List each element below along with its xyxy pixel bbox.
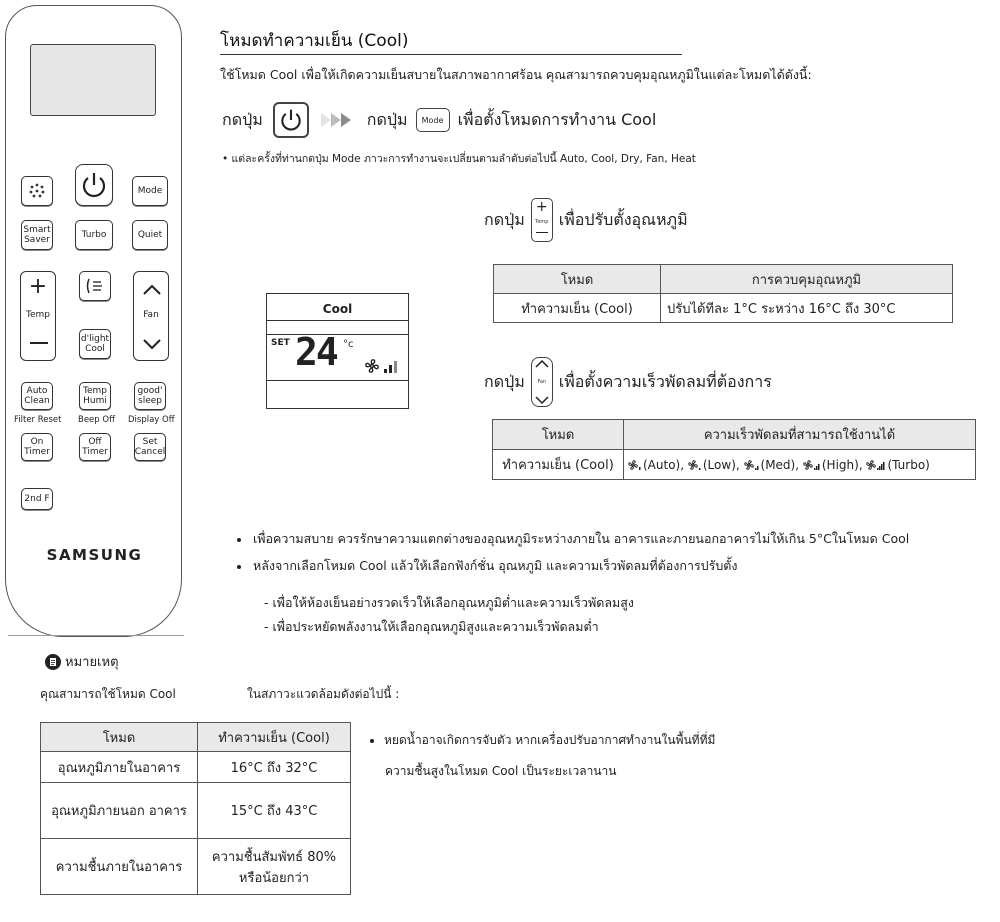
- fan-button[interactable]: [133, 271, 169, 361]
- smart-saver-button[interactable]: Smart Saver: [21, 220, 53, 250]
- condensation-line: ความชื้นสูงในโหมด Cool เป็นระยะเวลานาน: [385, 764, 617, 778]
- power-icon: [80, 170, 108, 200]
- set-cancel-button[interactable]: Set Cancel: [134, 433, 166, 461]
- temp-table-mode-cell: ทำความเย็น (Cool): [494, 294, 661, 323]
- chevron-up-icon: [142, 284, 162, 296]
- minus-icon: [30, 342, 48, 344]
- fan-table: [492, 419, 976, 480]
- note-icon: [45, 654, 61, 670]
- env-cell: ความชื้นภายในอาคาร: [41, 839, 198, 895]
- bullet-icon: [237, 538, 241, 542]
- press-label-2: กดปุ่ม: [366, 109, 408, 129]
- plus-icon: +: [535, 199, 548, 215]
- remote-display: [30, 44, 156, 116]
- tip-item: [237, 529, 909, 549]
- temp-table-header-mode: โหมด: [494, 265, 661, 294]
- fan-speed-med: (Med),: [760, 457, 800, 472]
- environment-table: [40, 722, 351, 895]
- filter-reset-label: Filter Reset: [14, 415, 62, 425]
- temp-table-control-cell: ปรับได้ทีละ 1°C ระหว่าง 16°C ถึง 30°C: [661, 294, 953, 323]
- tip-item: [237, 556, 738, 576]
- lcd-divider-mid: [267, 334, 408, 335]
- lcd-divider-bottom: [267, 380, 408, 381]
- fan-table-header-mode: โหมด: [493, 420, 624, 450]
- mode-key: Mode: [416, 108, 450, 132]
- swing-button[interactable]: [79, 271, 111, 301]
- turbo-button[interactable]: Turbo: [75, 220, 113, 250]
- step-set-temp: [484, 195, 688, 245]
- fan-speed-low: (Low),: [702, 457, 740, 472]
- temp-table: [493, 264, 953, 323]
- fan-turbo-icon: [866, 459, 886, 471]
- on-timer-button[interactable]: On Timer: [21, 433, 53, 461]
- env-cell: อุณหภูมิภายนอก อาคาร: [41, 783, 198, 839]
- press-label: กดปุ่ม: [222, 109, 263, 129]
- fan-speed-auto: (Auto),: [643, 457, 685, 472]
- chevron-down-icon: [535, 396, 549, 404]
- step-set-fan: [484, 357, 772, 407]
- display-off-label: Display Off: [128, 415, 175, 425]
- beep-off-label: Beep Off: [78, 415, 115, 425]
- title-divider: [220, 54, 682, 55]
- fan-table-header-speeds: ความเร็วพัดลมที่สามารถใช้งานได้: [624, 420, 976, 450]
- fan-high-icon: [803, 459, 821, 471]
- lcd-divider-top: [267, 320, 408, 321]
- swing-icon: [85, 277, 105, 295]
- tip-text: หลังจากเลือกโหมด Cool แล้วให้เลือกฟังก์ชั่น อุณหภูมิ และความเร็วพัดลมที่ต้องการปรับตั้ง: [253, 558, 738, 573]
- note-heading: [45, 651, 119, 672]
- page-title: โหมดทำความเย็น (Cool): [220, 31, 409, 51]
- plus-icon: +: [28, 274, 48, 299]
- fan-speed-icon: [364, 358, 402, 374]
- dlight-cool-button[interactable]: d'light Cool: [79, 329, 111, 359]
- step1-action: เพื่อตั้งโหมดการทำงาน Cool: [457, 109, 657, 129]
- dots-icon: [28, 183, 46, 199]
- fan-key: [531, 357, 553, 407]
- press-label: กดปุ่ม: [484, 371, 525, 391]
- temp-key-label: Temp: [535, 219, 549, 226]
- note-text-a: คุณสามารถใช้โหมด Cool: [40, 687, 176, 701]
- env-header-mode: โหมด: [41, 723, 198, 752]
- power-button[interactable]: [75, 164, 113, 206]
- mode-sequence-note: • แต่ละครั้งที่ท่านกดปุ่ม Mode ภาวะการทำงานจะเปลี่ยนตามลำดับต่อไปนี้ Auto, Cool, Dry, Fan, Heat: [222, 153, 696, 165]
- fan-label: Fan: [143, 310, 159, 320]
- fan-speed-turbo: (Turbo): [887, 457, 930, 472]
- fan-table-mode-cell: ทำความเย็น (Cool): [493, 450, 624, 480]
- fan-auto-icon: [628, 459, 642, 471]
- power-key: [273, 102, 309, 138]
- power-icon: [278, 107, 304, 133]
- temp-button[interactable]: [20, 271, 56, 361]
- temp-step-action: เพื่อปรับตั้งอุณหภูมิ: [558, 209, 688, 229]
- temp-humi-button[interactable]: Temp Humi: [79, 382, 111, 410]
- fan-speed-high: (High),: [821, 457, 863, 472]
- sub-tip-item: - เพื่อให้ห้องเย็นอย่างรวดเร็วให้เลือกอุณหภูมิต่ำและความเร็วพัดลมสูง: [264, 595, 635, 610]
- env-header-cool: ทำความเย็น (Cool): [198, 723, 351, 752]
- note-title: หมายเหตุ: [65, 655, 119, 670]
- arrow-right-icon: [319, 110, 357, 130]
- lcd-display: [266, 293, 409, 409]
- off-timer-button[interactable]: Off Timer: [79, 433, 111, 461]
- auto-clean-button[interactable]: Auto Clean: [21, 382, 53, 410]
- env-cell: ความชื้นสัมพัทธ์ 80% หรือน้อยกว่า: [198, 839, 351, 895]
- quiet-button[interactable]: Quiet: [132, 220, 168, 250]
- chevron-up-icon: [535, 360, 549, 368]
- brand-logo: SAMSUNG: [46, 546, 143, 564]
- temp-key: [531, 198, 553, 242]
- lcd-temperature: 24: [295, 330, 337, 374]
- minus-icon: [536, 232, 548, 234]
- bullet-icon: [237, 565, 241, 569]
- step-select-mode: [222, 100, 656, 140]
- env-cell: 16°C ถึง 32°C: [198, 752, 351, 783]
- fan-low-icon: [688, 459, 702, 471]
- fan-table-speeds-cell: [624, 450, 976, 480]
- mode-button[interactable]: Mode: [132, 176, 168, 206]
- env-cell: อุณหภูมิภายในอาคาร: [41, 752, 198, 783]
- temp-table-header-control: การควบคุมอุณหภูมิ: [661, 265, 953, 294]
- lcd-mode-text: Cool: [322, 302, 353, 316]
- fan-med-icon: [744, 459, 760, 471]
- bullet-icon: [370, 739, 374, 743]
- condensation-line: หยดน้ำอาจเกิดการจับตัว หากเครื่องปรับอากาศทำงานในพื้นที่ที่มี: [384, 733, 716, 747]
- fan-key-label: Fan: [537, 379, 547, 385]
- lcd-unit: °c: [343, 339, 354, 350]
- remote-control: [5, 5, 182, 637]
- good-sleep-button[interactable]: good' sleep: [134, 382, 166, 410]
- sub-tip-item: - เพื่อประหยัดพลังงานให้เลือกอุณหภูมิสูงและความเร็วพัดลมต่ำ: [264, 619, 599, 634]
- remote-base-line: [8, 635, 184, 636]
- press-label: กดปุ่ม: [484, 209, 525, 229]
- temp-label: Temp: [26, 310, 50, 320]
- options-button[interactable]: [21, 176, 53, 206]
- lcd-set-label: SET: [271, 338, 290, 348]
- intro-text: ใช้โหมด Cool เพื่อให้เกิดความเย็นสบายในสภาพอากาศร้อน คุณสามารถควบคุมอุณหภูมิในแต่ละโหมดได้ดังนี้:: [220, 67, 812, 82]
- condensation-note: [370, 731, 715, 750]
- chevron-down-icon: [142, 338, 162, 350]
- tip-text: เพื่อความสบาย ควรรักษาความแตกต่างของอุณหภูมิระหว่างภายใน อาคารและภายนอกอาคารไม่ให้เกิน 5°Cในโหมด Cool: [253, 531, 910, 546]
- env-cell: 15°C ถึง 43°C: [198, 783, 351, 839]
- second-function-button[interactable]: 2nd F: [21, 488, 53, 510]
- note-text-b: ในสภาวะแวดล้อมดังต่อไปนี้ :: [247, 687, 400, 701]
- fan-step-action: เพื่อตั้งความเร็วพัดลมที่ต้องการ: [558, 371, 772, 391]
